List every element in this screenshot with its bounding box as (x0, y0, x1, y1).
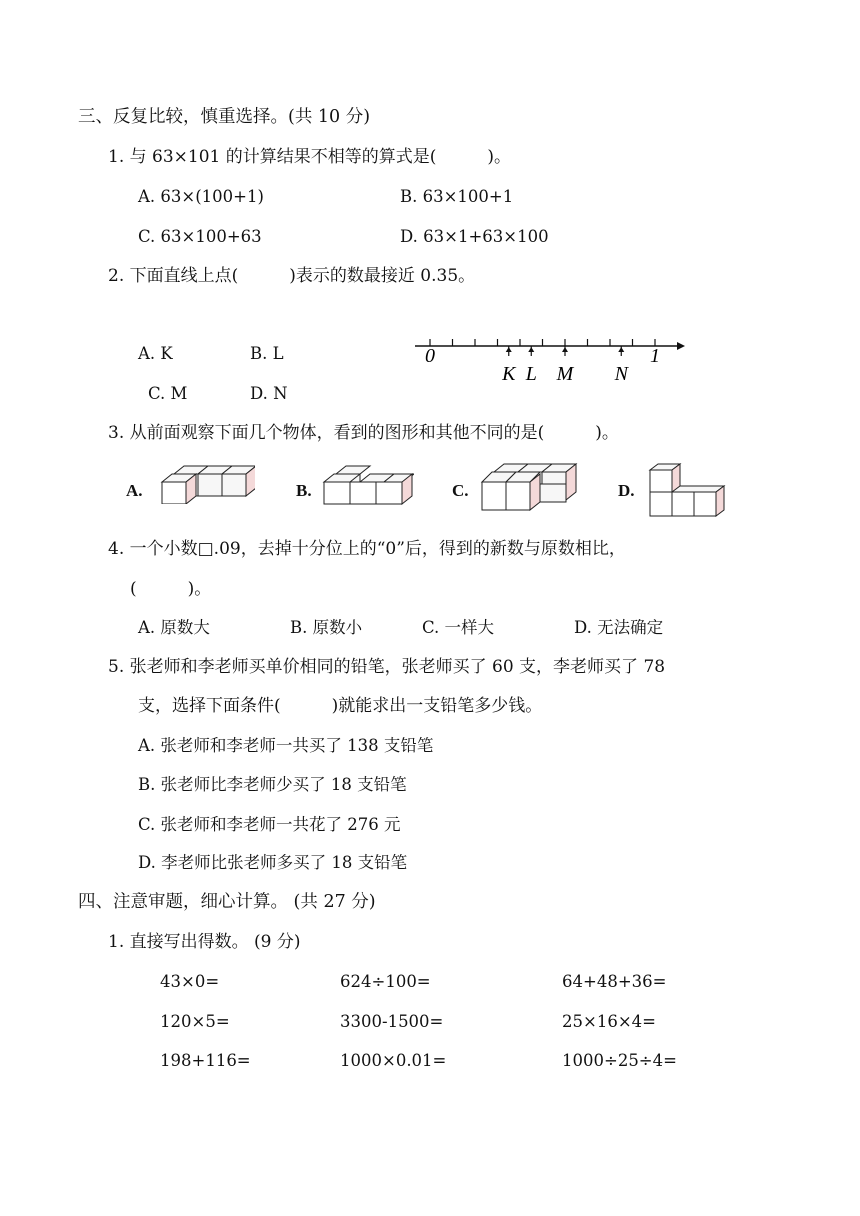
q4-stem-line2: ( )。 (130, 579, 212, 599)
number-line-end-label: 1 (650, 345, 660, 367)
number-line-point-label: L (525, 363, 537, 385)
calc-r1-c3: 64+48+36= (562, 972, 667, 991)
number-line-figure (405, 330, 690, 388)
number-line-point-l (525, 346, 537, 385)
q3-figure-d (648, 462, 728, 518)
section-3-title: 三、反复比较，慎重选择。(共 10 分) (78, 107, 371, 127)
q5-option-c: C. 张老师和李老师一共花了 276 元 (138, 815, 401, 834)
number-line-ticks (430, 339, 655, 346)
q1-option-d: D. 63×1+63×100 (400, 227, 549, 246)
q4-option-d: D. 无法确定 (574, 618, 664, 637)
q4-stem-line1: 4. 一个小数□.09，去掉十分位上的“0”后，得到的新数与原数相比， (108, 539, 626, 559)
q3-option-a-label: A. (126, 481, 143, 500)
q4-option-b: B. 原数小 (290, 618, 363, 637)
number-line-point-label: N (614, 363, 628, 385)
calc-r3-c2: 1000×0.01= (340, 1051, 447, 1070)
q2-stem: 2. 下面直线上点( )表示的数最接近 0.35。 (108, 266, 476, 286)
calc-r2-c1: 120×5= (160, 1012, 230, 1031)
q3-stem: 3. 从前面观察下面几个物体，看到的图形和其他不同的是( )。 (108, 423, 619, 443)
number-line-start-label: 0 (425, 345, 435, 367)
calc-r1-c2: 624÷100= (340, 972, 431, 991)
calc-r2-c3: 25×16×4= (562, 1012, 656, 1031)
number-line-point-label: K (502, 363, 516, 385)
number-line-axis (415, 342, 685, 350)
q2-option-d: D. N (250, 384, 288, 403)
q2-option-a: A. K (138, 344, 173, 363)
section-4-title: 四、注意审题，细心计算。 (共 27 分) (78, 892, 376, 912)
q1-option-b: B. 63×100+1 (400, 187, 514, 206)
q1-option-c: C. 63×100+63 (138, 227, 262, 246)
q1-stem: 1. 与 63×101 的计算结果不相等的算式是( )。 (108, 147, 512, 167)
q3-option-b-label: B. (296, 481, 312, 500)
q4-option-c: C. 一样大 (422, 618, 495, 637)
q3-figure-b (322, 462, 414, 506)
calc-r3-c3: 1000÷25÷4= (562, 1051, 677, 1070)
q1-option-a: A. 63×(100+1) (138, 187, 264, 206)
q3-option-d-label: D. (618, 481, 635, 500)
q4-option-a: A. 原数大 (138, 618, 210, 637)
q2-option-c: C. M (148, 384, 188, 403)
number-line-point-k (501, 346, 517, 385)
number-line-point-m (556, 346, 575, 385)
q3-figure-a (160, 462, 255, 504)
q5-option-b: B. 张老师比李老师少买了 18 支铅笔 (138, 775, 407, 794)
q3-figure-c (480, 462, 578, 512)
q3-option-c-label: C. (452, 481, 469, 500)
calc-r1-c1: 43×0= (160, 972, 220, 991)
calc-r3-c1: 198+116= (160, 1051, 251, 1070)
q5-option-d: D. 李老师比张老师多买了 18 支铅笔 (138, 853, 408, 872)
q5-stem-line1: 5. 张老师和李老师买单价相同的铅笔，张老师买了 60 支，李老师买了 78 (108, 657, 666, 677)
q5-option-a: A. 张老师和李老师一共买了 138 支铅笔 (138, 736, 434, 755)
number-line-point-n (614, 346, 630, 385)
q2-option-b: B. L (250, 344, 284, 363)
number-line-points (501, 346, 630, 385)
section4-q1-stem: 1. 直接写出得数。 (9 分) (108, 932, 301, 952)
q5-stem-line2: 支，选择下面条件( )就能求出一支铅笔多少钱。 (138, 696, 543, 716)
calc-r2-c2: 3300-1500= (340, 1012, 444, 1031)
number-line-point-label: M (556, 363, 574, 385)
